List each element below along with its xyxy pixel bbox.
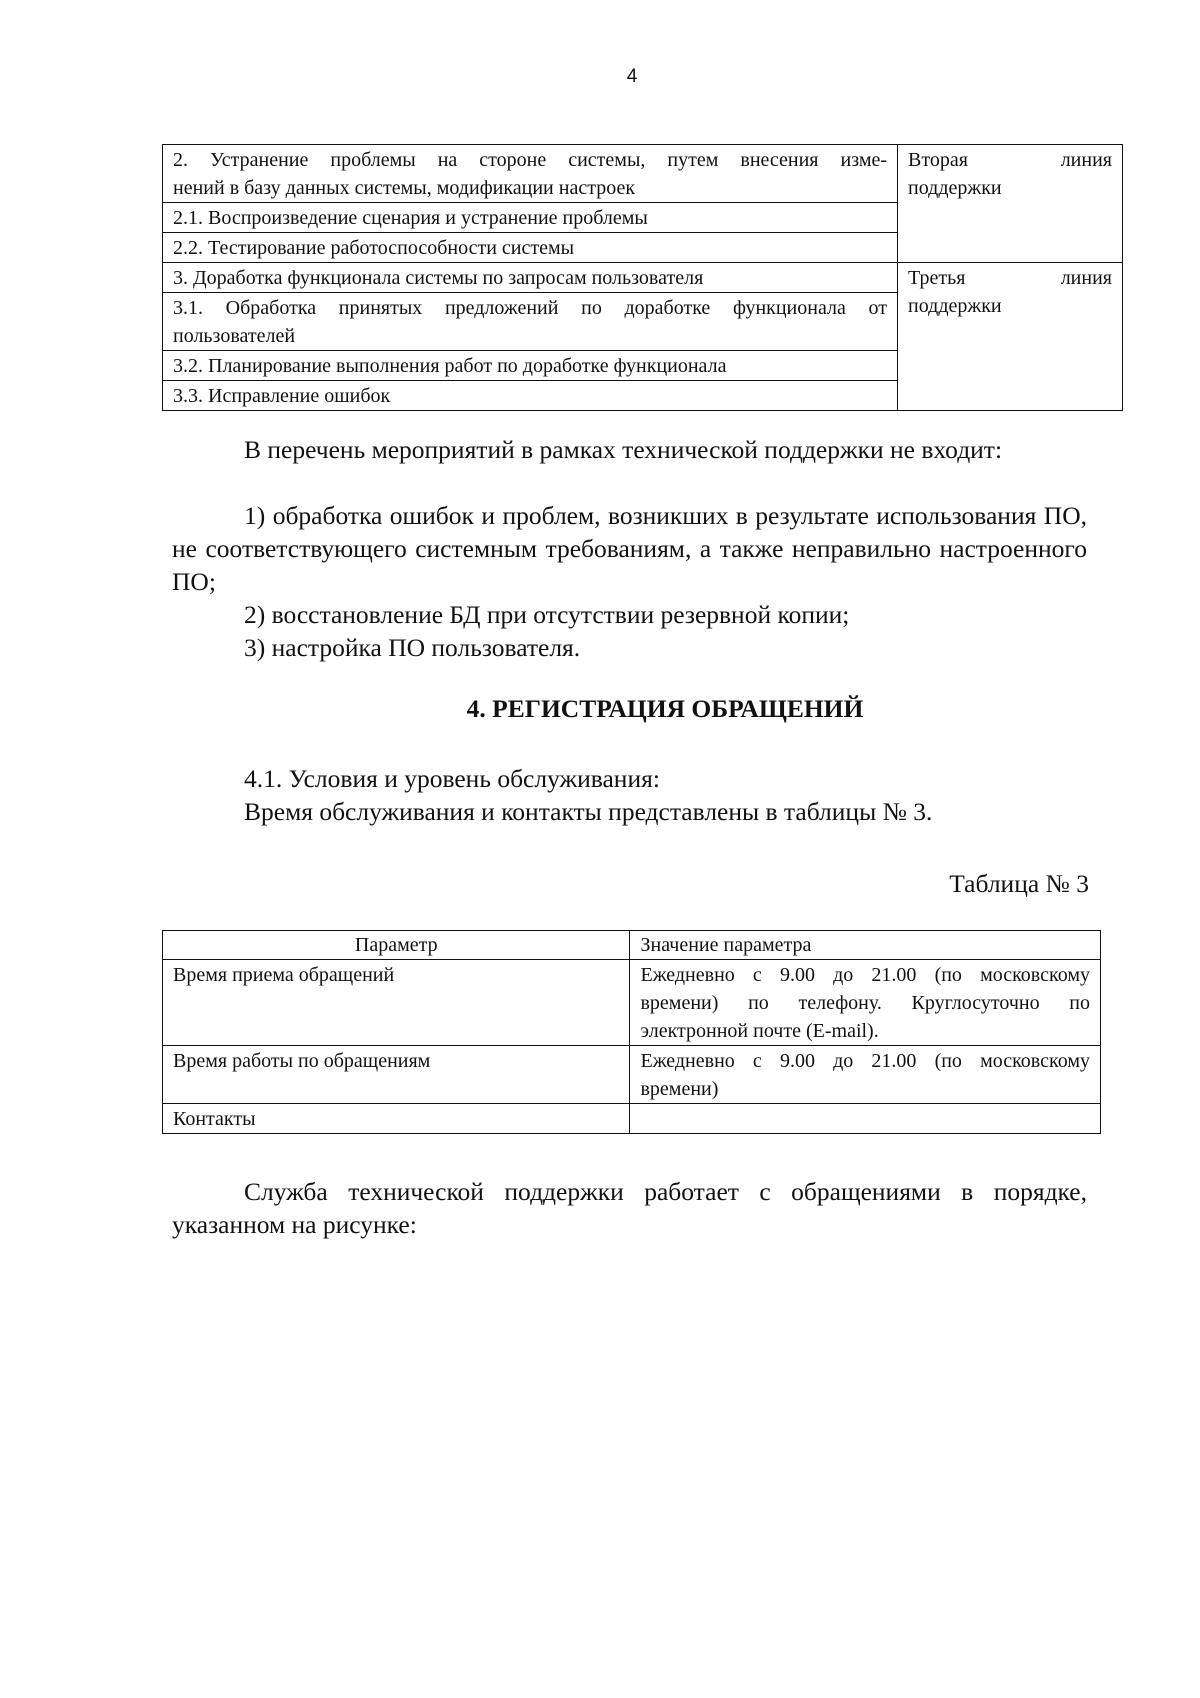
table-cell: 3. Доработка функционала системы по запросам пользователя (163, 263, 898, 293)
column-header: Параметр (163, 931, 630, 960)
page-number: 4 (626, 66, 638, 87)
param-cell: Время приема обращений (163, 960, 630, 1046)
table-cell: 2.2. Тестирование работоспособности системы (163, 233, 898, 263)
value-cell: Ежедневно с 9.00 до 21.00 (по московскому времени) (630, 1046, 1101, 1104)
table-header-row (163, 931, 1101, 960)
item-line: 3.1. Обработка принятых предложений по доработке функционала от (173, 297, 888, 319)
table-row (163, 263, 1123, 293)
exclusions-intro: В перечень мероприятий в рамках технической поддержки не входит: (244, 435, 1003, 464)
subsection-title: 4.1. Условия и уровень обслуживания: (244, 764, 660, 793)
closing-text: Служба технической поддержки работает с обращениями в порядке, указанном на рисунке: (172, 1177, 1087, 1239)
item-line: нений в базу данных системы, модификации настроек (173, 177, 636, 199)
table-cell: 2.1. Воспроизведение сценария и устранение проблемы (163, 203, 898, 233)
table-caption: Таблица № 3 (949, 869, 1089, 898)
table-row (163, 960, 1101, 1046)
subsection-text: Время обслуживания и контакты представлены в таблицы № 3. (244, 797, 933, 826)
support-level-cell (898, 263, 1123, 411)
support-level-line: поддержки (908, 295, 1002, 317)
param-cell: Время работы по обращениям (163, 1046, 630, 1104)
value-cell: Ежедневно с 9.00 до 21.00 (по московскому времени) по телефону. Круглосуточно по электронной почте (E-mail). (630, 960, 1101, 1046)
table-cell: 3.3. Исправление ошибок (163, 381, 898, 411)
section-heading: 4. РЕГИСТРАЦИЯ ОБРАЩЕНИЙ (466, 694, 864, 723)
table-row (163, 1046, 1101, 1104)
param-cell: Контакты (163, 1104, 630, 1134)
support-level-line: Третья линия (908, 267, 1112, 289)
support-lines-table (162, 144, 1123, 411)
exclusion-item: 3) настройка ПО пользователя. (244, 633, 581, 662)
exclusion-item: 1) обработка ошибок и проблем, возникших в результате использования ПО, не соответствующего системным требованиям, а также неправильно настроенного ПО; (172, 501, 1087, 596)
item-line: 2. Устранение проблемы на стороне системы, путем внесения изме- (173, 149, 888, 171)
support-level-line: Вторая линия (908, 149, 1112, 171)
table-cell (163, 145, 898, 203)
table-row (163, 1104, 1101, 1134)
value-cell (630, 1104, 1101, 1134)
item-line: пользователей (173, 325, 296, 347)
support-level-cell (898, 145, 1123, 263)
table-row (163, 145, 1123, 203)
table-cell: 3.2. Планирование выполнения работ по доработке функционала (163, 351, 898, 381)
exclusion-item: 2) восстановление БД при отсутствии резервной копии; (244, 600, 850, 629)
support-level-line: поддержки (908, 177, 1002, 199)
table-cell (163, 293, 898, 351)
column-header: Значение параметра (630, 931, 1101, 960)
service-table (162, 930, 1101, 1134)
